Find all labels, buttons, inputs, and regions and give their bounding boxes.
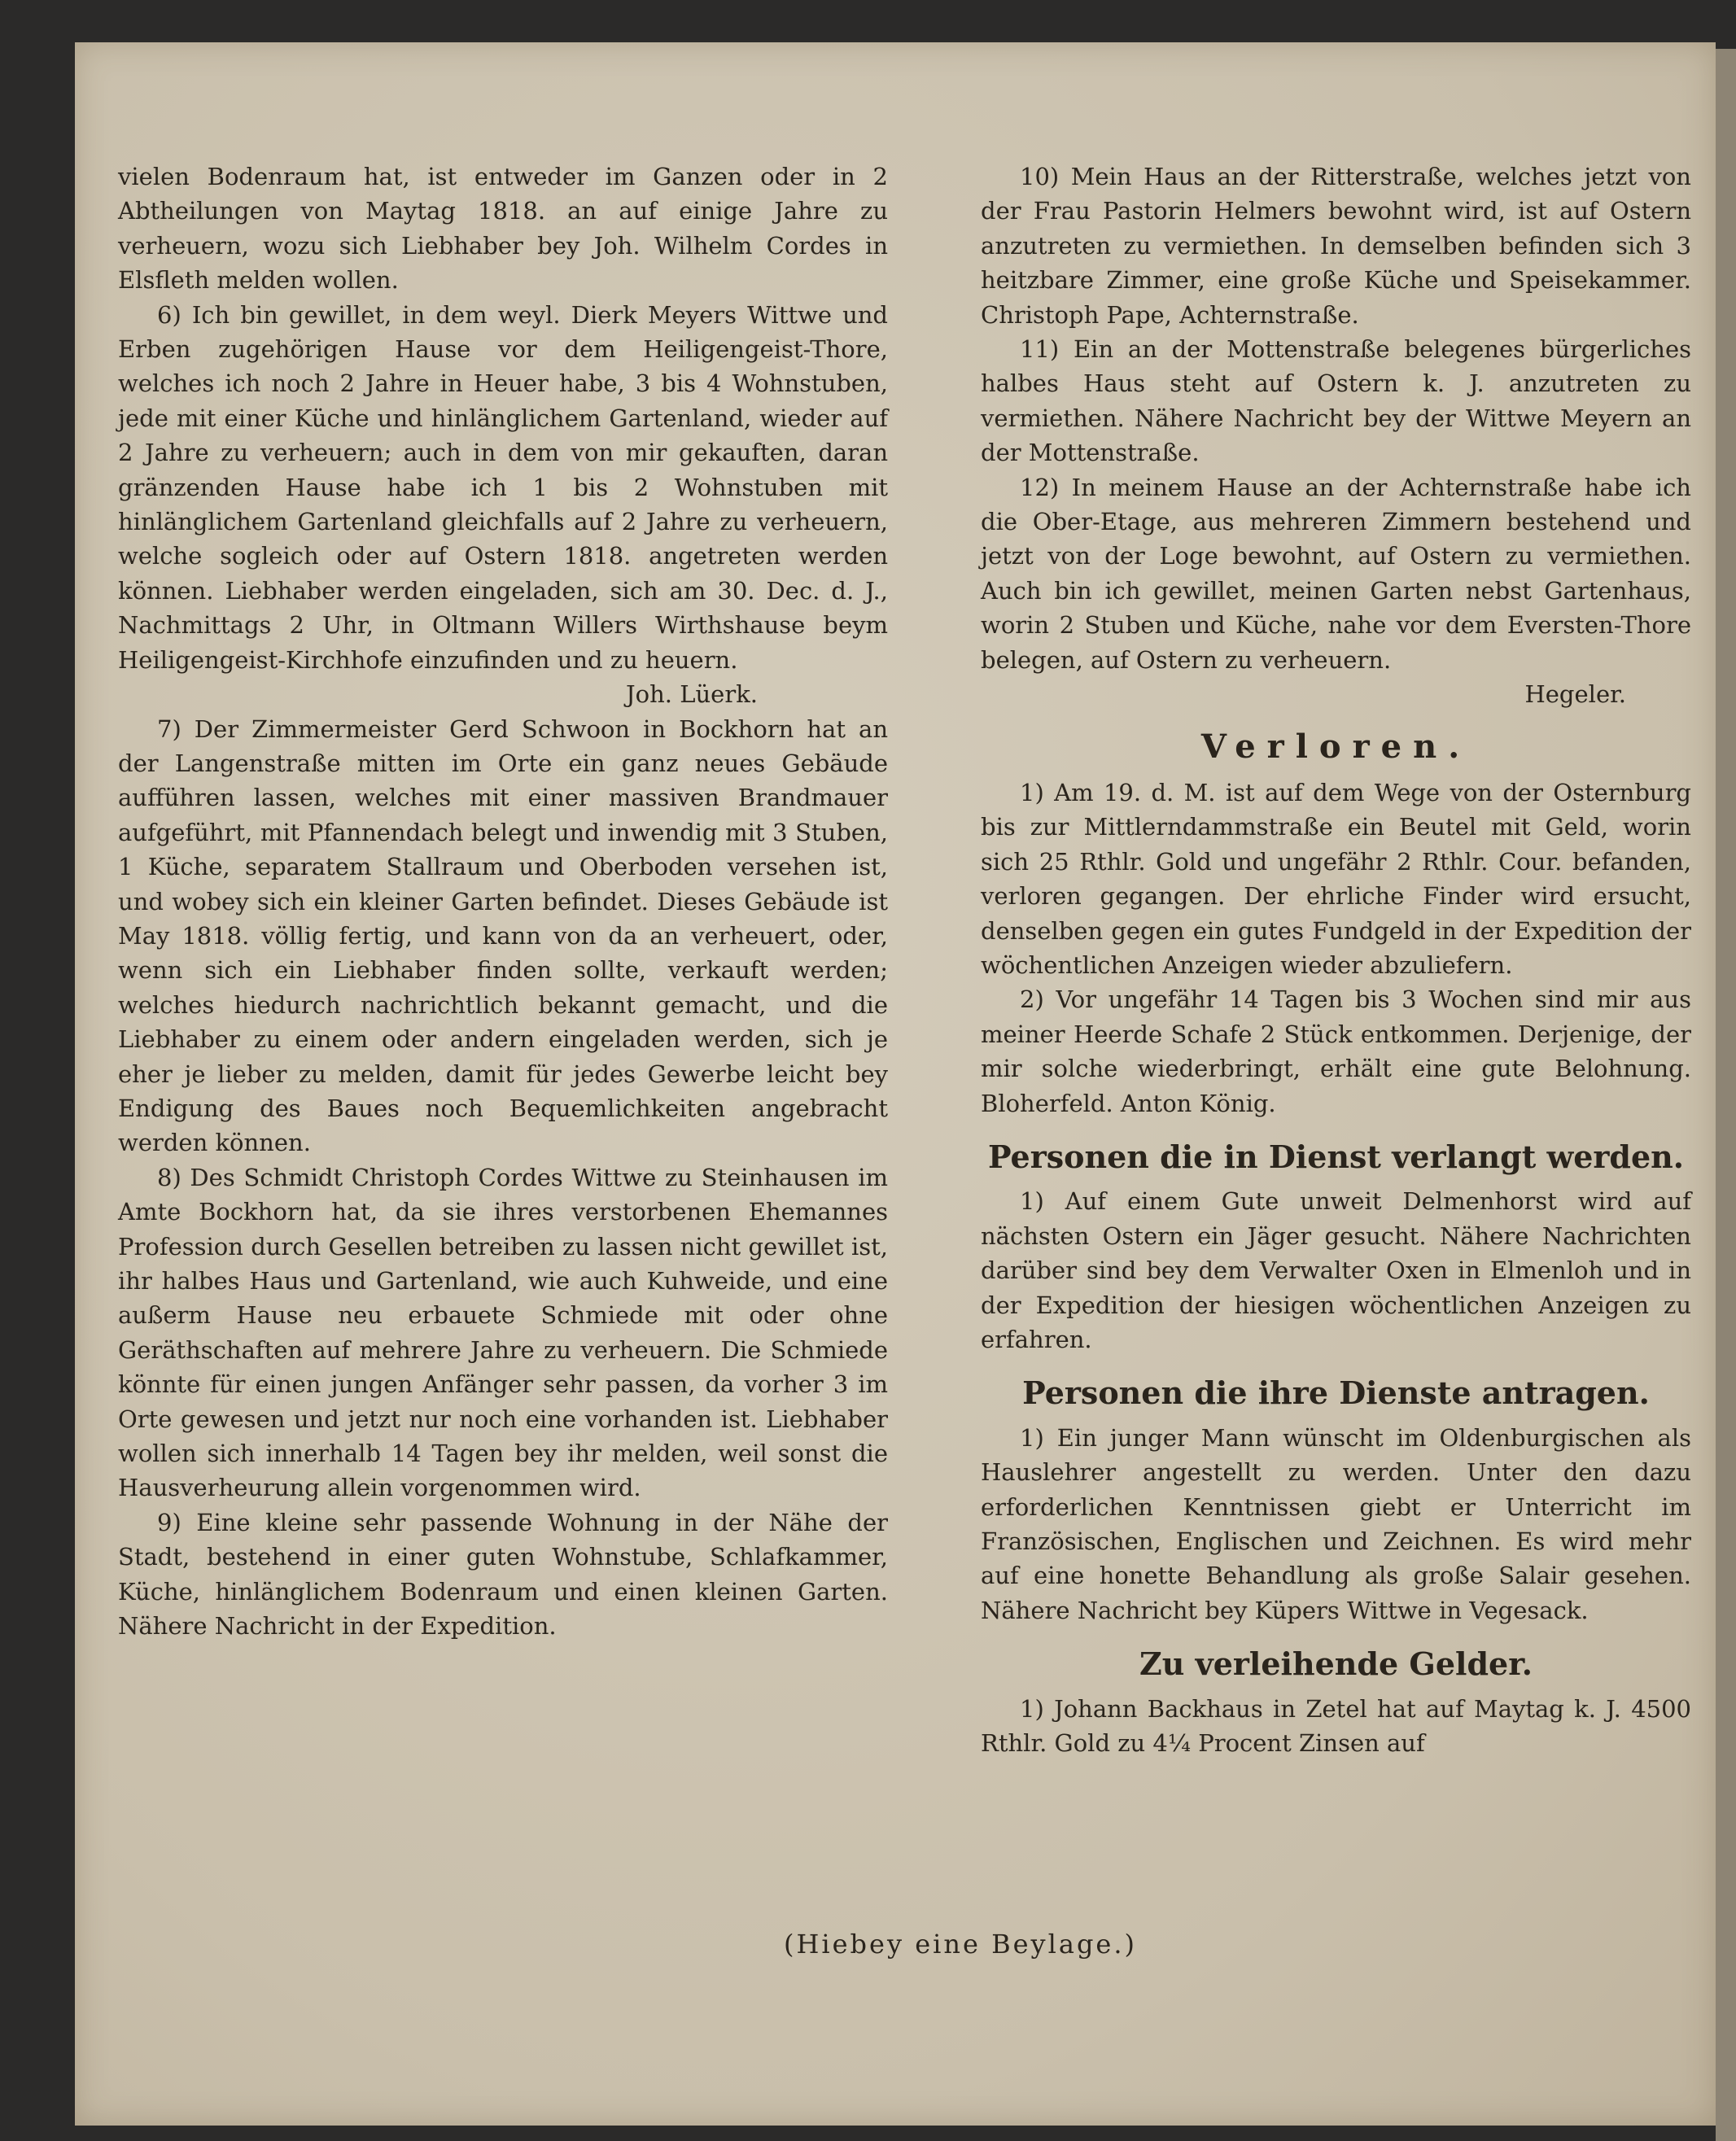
verloren-1: 1) Am 19. d. M. ist auf dem Wege von der Osternburg bis zur Mittlerndammstraße ein Beutel mit Geld, worin sich 25 Rthlr. Gold und ungefähr 2 Rthlr. Cour. befanden, verloren gegangen. Der ehrliche Finder wird ersucht, denselben gegen ein gutes Fundgeld in der Expedition der wöchentlichen Anzeigen wieder abzuliefern. [981, 778, 1691, 979]
antragen-1: 1) Ein junger Mann wünscht im Oldenburgischen als Hauslehrer angestellt zu werden. Unter den dazu erforderlichen Kenntnissen giebt er Unterricht im Französischen, Englischen und Zeichnen. Es wird mehr auf eine honette Behandlung als große Salair gesehen. Nähere Nachricht bey Küpers Wittwe in Vegesack. [981, 1423, 1691, 1624]
page-edge [1716, 49, 1736, 2141]
paragraph-11: 11) Ein an der Mottenstraße belegenes bürgerliches halbes Haus steht auf Ostern k. J. anzutreten zu vermiethen. Nähere Nachricht bey der Wittwe Meyern an der Mottenstraße. [981, 335, 1691, 467]
verloren-2: 2) Vor ungefähr 14 Tagen bis 3 Wochen sind mir aus meiner Heerde Schafe 2 Stück entkommen. Derjenige, der mir solche wiederbringt, erhält eine gute Belohnung. Bloherfeld. Anton König. [981, 985, 1691, 1117]
paragraph-12: 12) In meinem Hause an der Achternstraße habe ich die Ober-Etage, aus mehreren Zimmern bestehend und jetzt von der Loge bewohnt, auf Ostern zu vermiethen. Auch bin ich gewillet, meinen Garten nebst Gartenhaus, worin 2 Stuben und Küche, nahe vor dem Eversten-Thore belegen, auf Ostern zu verheuern. [981, 473, 1691, 674]
paragraph-5-cont: vielen Bodenraum hat, ist entweder im Ganzen oder in 2 Abtheilungen von Maytag 1818. an auf einige Jahre zu verheuern, wozu sich Liebhaber bey Joh. Wilhelm Cordes in Elsfleth melden wollen. [118, 163, 888, 295]
footer-note: (Hiebey eine Beylage.) [783, 1929, 1138, 1960]
gelder-1: 1) Johann Backhaus in Zetel hat auf Maytag k. J. 4500 Rthlr. Gold zu 4¼ Procent Zinsen auf [981, 1694, 1691, 1758]
left-column [118, 159, 888, 1643]
heading-dienste-antragen: Personen die ihre Dienste antragen. [1022, 1374, 1650, 1412]
signature-6: Joh. Lüerk. [626, 680, 758, 709]
paragraph-7: 7) Der Zimmermeister Gerd Schwoon in Bockhorn hat an der Langenstraße mitten im Orte ein ganz neues Gebäude aufführen lassen, welches mit einer massiven Brandmauer aufgeführt, mit Pfannendach belegt und inwendig mit 3 Stuben, 1 Küche, separatem Stallraum und Oberboden versehen ist, und wobey sich ein kleiner Garten befindet. Dieses Gebäude ist May 1818. völlig fertig, und kann von da an verheuert, oder, wenn sich ein Liebhaber finden sollte, verkauft werden; welches hiedurch nachrichtlich bekannt gemacht, und die Liebhaber zu einem oder andern eingeladen werden, sich je eher je lieber zu melden, damit für jedes Gewerbe leicht bey Endigung des Baues noch Bequemlichkeiten angebracht werden können. [118, 714, 888, 1157]
right-column [981, 159, 1691, 1760]
heading-dienst-verlangt: Personen die in Dienst verlangt werden. [987, 1138, 1685, 1175]
heading-gelder: Zu verleihende Gelder. [1139, 1645, 1533, 1683]
paragraph-8: 8) Des Schmidt Christoph Cordes Wittwe zu Steinhausen im Amte Bockhorn hat, da sie ihres verstorbenen Ehemannes Profession durch Gesellen betreiben zu lassen nicht gewillet ist, ihr halbes Haus und Gartenland, wie auch Kuhweide, und eine außerm Hause neu erbauete Schmiede mit oder ohne Geräthschaften auf mehrere Jahre zu verheuern. Die Schmiede könnte für einen jungen Anfänger sehr passen, da vorher 3 im Orte gewesen und jetzt nur noch eine vorhanden ist. Liebhaber wollen sich innerhalb 14 Tagen bey ihr melden, weil sonst die Hausverheurung allein vorgenommen wird. [118, 1163, 888, 1502]
heading-verloren: Verloren. [1200, 727, 1471, 766]
paragraph-9: 9) Eine kleine sehr passende Wohnung in der Nähe der Stadt, bestehend in einer guten Wohnstube, Schlafkammer, Küche, hinlänglichem Bodenraum und einen kleinen Garten. Nähere Nachricht in der Expedition. [118, 1508, 888, 1641]
paragraph-6: 6) Ich bin gewillet, in dem weyl. Dierk Meyers Wittwe und Erben zugehörigen Hause vor dem Heiligengeist-Thore, welches ich noch 2 Jahre in Heuer habe, 3 bis 4 Wohnstuben, jede mit einer Küche und hinlänglichem Gartenland, wieder auf 2 Jahre zu verheuern; auch in dem von mir gekauften, daran gränzenden Hause habe ich 1 bis 2 Wohnstuben mit hinlänglichem Gartenland gleichfalls auf 2 Jahre zu verheuern, welche sogleich oder auf Ostern 1818. angetreten werden können. Liebhaber werden eingeladen, sich am 30. Dec. d. J., Nachmittags 2 Uhr, in Oltmann Willers Wirthshause beym Heiligengeist-Kirchhofe einzufinden und zu heuern. [118, 300, 888, 674]
paragraph-10: 10) Mein Haus an der Ritterstraße, welches jetzt von der Frau Pastorin Helmers bewohnt wird, ist auf Ostern anzutreten zu vermiethen. In demselben befinden sich 3 heitzbare Zimmer, eine große Küche und Speisekammer. Christoph Pape, Achternstraße. [981, 163, 1691, 329]
signature-12: Hegeler. [1524, 680, 1626, 709]
dienst-1: 1) Auf einem Gute unweit Delmenhorst wird auf nächsten Ostern ein Jäger gesucht. Nähere Nachrichten darüber sind bey dem Verwalter Oxen in Elmenloh und in der Expedition der hiesigen wöchentlichen Anzeigen zu erfahren. [981, 1187, 1691, 1353]
